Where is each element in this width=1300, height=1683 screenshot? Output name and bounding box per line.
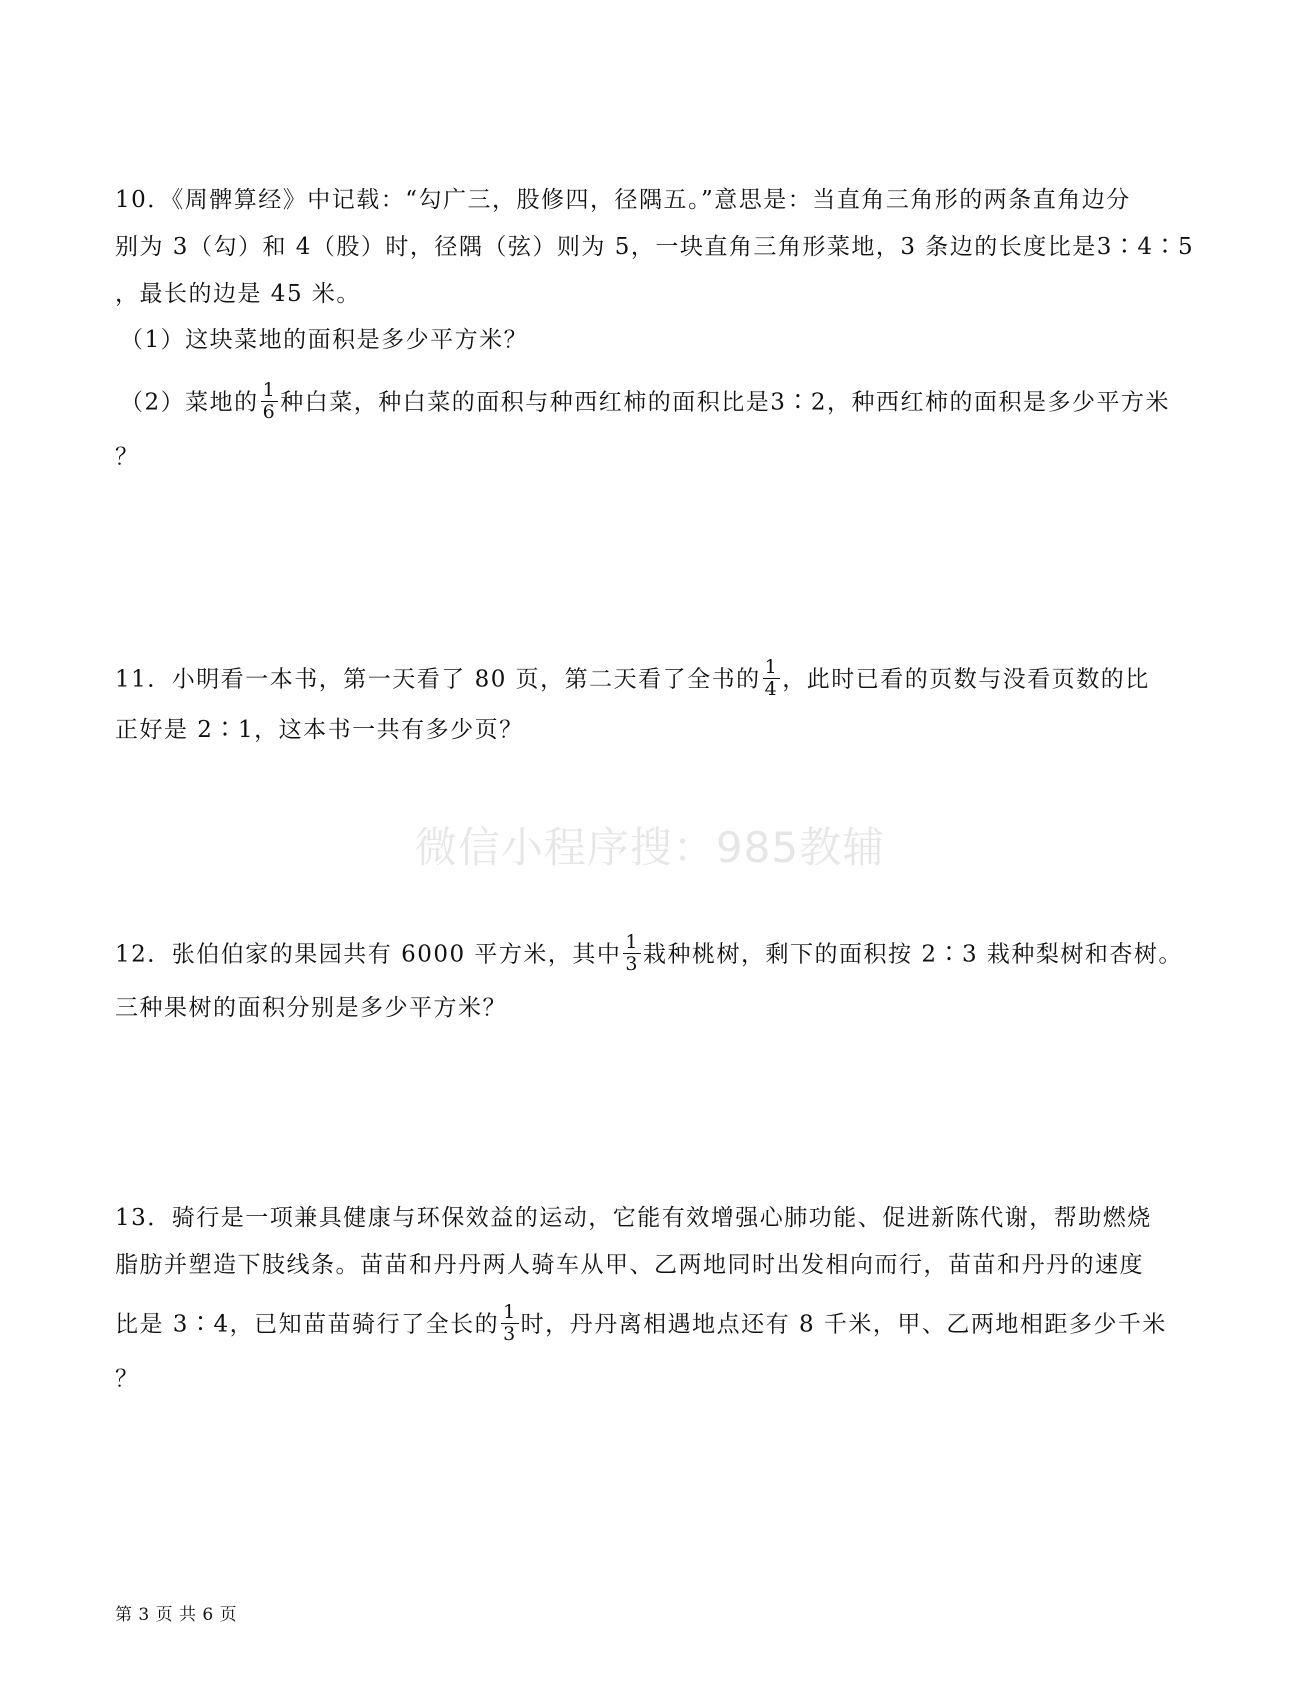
q12-fraction-denominator: 3 xyxy=(625,953,640,975)
q12-fraction xyxy=(623,933,641,974)
q10-fraction-denominator: 6 xyxy=(262,401,277,423)
q10-part-2-text-b: 种白菜，种白菜的面积与种西红柿的面积比是3∶2，种西红柿的面积是多少平方米 xyxy=(280,389,1171,416)
q10-part-1: （1）这块菜地的面积是多少平方米？ xyxy=(120,327,529,353)
q13-text-a: 比是 3∶4，已知苗苗骑行了全长的 xyxy=(115,1311,500,1338)
q10-part-2-end: ？ xyxy=(115,444,140,470)
q10-line-1: 10．《周髀算经》中记载：“勾广三，股修四，径隅五。”意思是：当直角三角形的两条直角边分 xyxy=(115,187,1131,213)
q10-fraction xyxy=(261,381,279,422)
q13-fraction-numerator: 1 xyxy=(503,1301,517,1323)
q13-fraction xyxy=(501,1303,519,1344)
q12-line-2: 三种果树的面积分别是多少平方米？ xyxy=(115,995,507,1021)
q12-fraction-numerator: 1 xyxy=(625,931,640,953)
q10-line-3: ，最长的边是 45 米。 xyxy=(115,281,361,307)
q13-line-3 xyxy=(115,1301,1167,1346)
q12-text-a: 12．张伯伯家的果园共有 6000 平方米，其中 xyxy=(115,941,622,968)
watermark: 微信小程序搜：985教辅 xyxy=(414,823,886,872)
q13-line-4: ？ xyxy=(115,1366,140,1392)
q13-fraction-denominator: 3 xyxy=(503,1323,517,1345)
q13-text-b: 时，丹丹离相遇地点还有 8 千米，甲、乙两地相距多少千米 xyxy=(520,1311,1167,1338)
q10-part-2-text-a: （2）菜地的 xyxy=(120,389,259,416)
q11-fraction-denominator: 4 xyxy=(764,678,779,700)
q12-text-b: 栽种桃树，剩下的面积按 2∶3 栽种梨树和杏树。 xyxy=(643,941,1183,968)
q10-fraction-numerator: 1 xyxy=(262,379,277,401)
q11-line-2: 正好是 2∶1，这本书一共有多少页？ xyxy=(115,717,524,743)
q12-line-1 xyxy=(115,931,1183,976)
q10-line-2: 别为 3（勾）和 4（股）时，径隅（弦）则为 5，一块直角三角形菜地，3 条边的长度比是3∶4∶5 xyxy=(115,234,1195,260)
q11-text-a: 11．小明看一本书，第一天看了 80 页，第二天看了全书的 xyxy=(115,666,761,693)
q10-part-2 xyxy=(120,379,1171,424)
q11-text-b: ，此时已看的页数与没看页数的比 xyxy=(782,666,1150,693)
q11-fraction-numerator: 1 xyxy=(764,656,779,678)
q13-line-2: 脂肪并塑造下肢线条。苗苗和丹丹两人骑车从甲、乙两地同时出发相向而行，苗苗和丹丹的速度 xyxy=(115,1252,1144,1278)
q13-line-1: 13．骑行是一项兼具健康与环保效益的运动，它能有效增强心肺功能、促进新陈代谢，帮助燃烧 xyxy=(115,1205,1152,1231)
q11-line-1 xyxy=(115,656,1150,701)
q11-fraction xyxy=(763,658,781,699)
page-footer: 第 3 页 共 6 页 xyxy=(115,1605,238,1625)
